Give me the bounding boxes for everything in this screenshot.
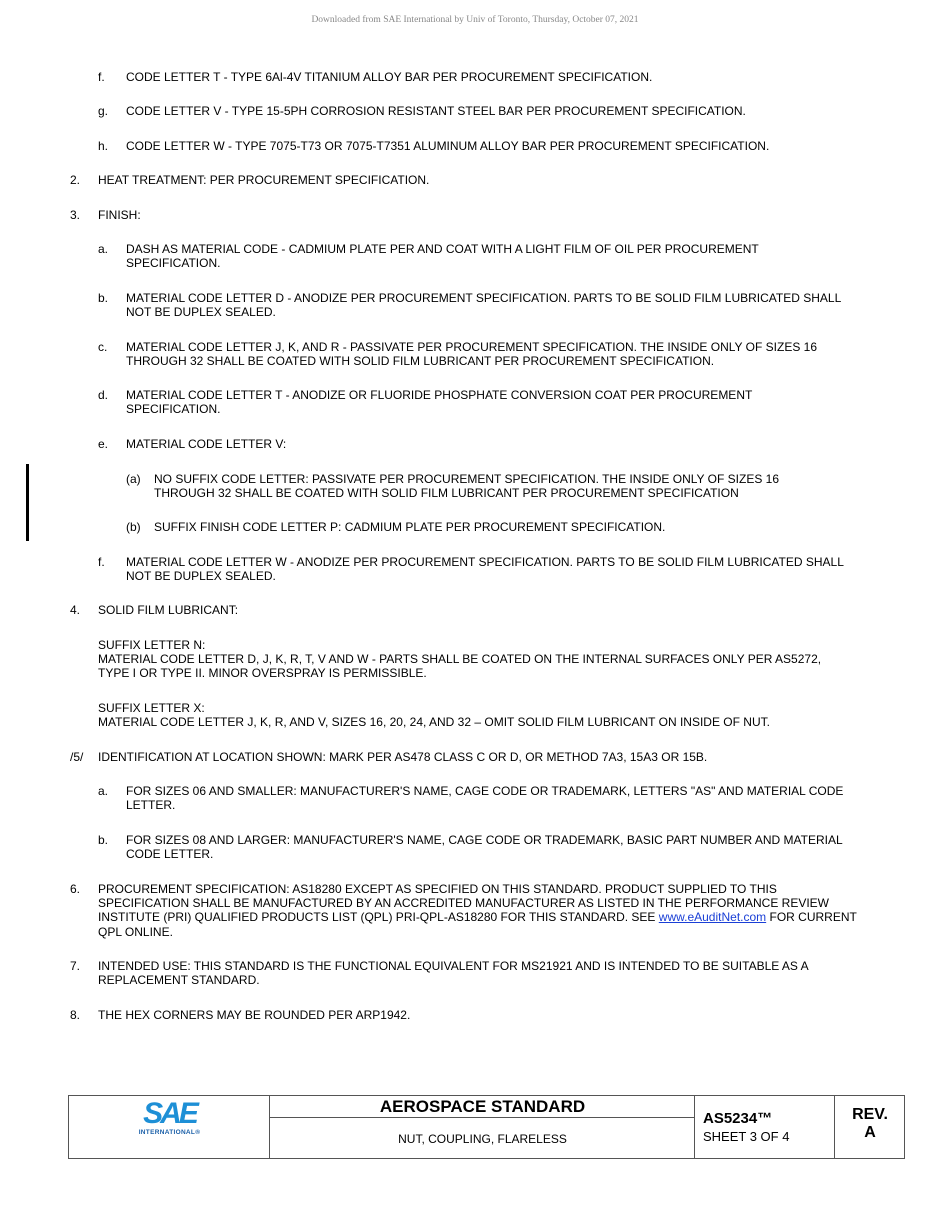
title-cell — [269, 1096, 695, 1158]
item-text-line — [98, 172, 429, 188]
line-text: MATERIAL CODE LETTER J, K, AND R - PASSIVATE PER PROCUREMENT SPECIFICATION. THE INSIDE ONLY OF SIZES 16 — [126, 340, 818, 354]
item-label: 8. — [70, 1008, 81, 1022]
item-label: (b) — [126, 520, 141, 534]
item-label: b. — [98, 291, 109, 305]
line-text: INTENDED USE: THIS STANDARD IS THE FUNCTIONAL EQUIVALENT FOR MS21921 AND IS INTENDED TO BE SUITABLE AS A — [98, 959, 809, 973]
line-text: MATERIAL CODE LETTER J, K, R, AND V, SIZES 16, 20, 24, AND 32 – OMIT SOLID FILM LUBRICANT ON INSIDE OF NUT. — [98, 715, 770, 730]
line-text: FINISH: — [98, 208, 141, 222]
standard-title: AEROSPACE STANDARD — [270, 1096, 695, 1118]
line-text: THE HEX CORNERS MAY BE ROUNDED PER ARP1942. — [98, 1008, 411, 1022]
item-label: 6. — [70, 882, 81, 896]
title-block — [68, 1095, 905, 1159]
sae-logo: SAE INTERNATIONAL® — [138, 1097, 201, 1136]
item-label: e. — [98, 437, 109, 451]
item-text-line — [126, 568, 276, 584]
item-text-line — [126, 304, 276, 320]
item-text-line — [98, 714, 770, 730]
rev-cell — [834, 1096, 905, 1158]
item-text-line — [98, 207, 141, 223]
line-text: CODE LETTER T - TYPE 6Al-4V TITANIUM ALLOY BAR PER PROCUREMENT SPECIFICATION. — [126, 70, 653, 84]
doc-cell — [694, 1096, 835, 1158]
item-text-line — [126, 241, 759, 257]
line-text: MATERIAL CODE LETTER D - ANODIZE PER PROCUREMENT SPECIFICATION. PARTS TO BE SOLID FILM LUBRICATED SHALL — [126, 291, 842, 305]
item-label: a. — [98, 242, 109, 256]
item-label: 7. — [70, 959, 81, 973]
item-label: a. — [98, 784, 109, 798]
doc-number: AS5234™ — [703, 1110, 773, 1127]
change-bar — [26, 464, 29, 541]
item-text-line — [154, 519, 665, 535]
download-notice: Downloaded from SAE International by Univ of Toronto, Thursday, October 07, 2021 — [311, 15, 639, 25]
item-text-line — [126, 138, 769, 154]
item-text-line — [98, 602, 238, 618]
item-text-line — [98, 749, 707, 765]
line-text: NO SUFFIX CODE LETTER: PASSIVATE PER PROCUREMENT SPECIFICATION. THE INSIDE ONLY OF SIZES 16 — [154, 472, 780, 486]
item-text-line — [98, 665, 427, 681]
line-text: MATERIAL CODE LETTER W - ANODIZE PER PROCUREMENT SPECIFICATION. PARTS TO BE SOLID FILM LUBRICATED SHALL — [126, 555, 844, 569]
item-text-line — [154, 485, 739, 501]
item-text-line — [126, 797, 175, 813]
line-text: SOLID FILM LUBRICANT: — [98, 603, 239, 617]
item-label: 3. — [70, 208, 81, 222]
item-label: 4. — [70, 603, 81, 617]
item-label: d. — [98, 388, 109, 402]
line-text: INSTITUTE (PRI) QUALIFIED PRODUCTS LIST (QPL) PRI-QPL-AS18280 FOR THIS STANDARD. SEE — [98, 910, 659, 925]
rev-value: A — [864, 1124, 876, 1141]
sheet-number: SHEET 3 OF 4 — [703, 1129, 790, 1144]
item-text-line — [126, 103, 746, 119]
line-text: THROUGH 32 SHALL BE COATED WITH SOLID FILM LUBRICANT PER PROCUREMENT SPECIFICATION — [154, 486, 739, 501]
line-text: SPECIFICATION. — [126, 256, 221, 271]
rev-label: REV. — [852, 1106, 888, 1123]
line-text: CODE LETTER. — [126, 847, 214, 862]
item-text-line — [126, 255, 220, 271]
line-text: MATERIAL CODE LETTER T - ANODIZE OR FLUORIDE PHOSPHATE CONVERSION COAT PER PROCUREMENT — [126, 388, 753, 402]
item-text-line — [126, 69, 652, 85]
item-label: h. — [98, 139, 109, 153]
line-text: SUFFIX LETTER X: — [98, 701, 205, 715]
line-text: SPECIFICATION SHALL BE MANUFACTURED BY AN ACCREDITED MANUFACTURER AS LISTED IN THE PERFORMANCE REVIEW — [98, 896, 830, 911]
item-label: f. — [98, 555, 105, 569]
line-text: HEAT TREATMENT: PER PROCUREMENT SPECIFICATION. — [98, 173, 430, 187]
line-text: TYPE I OR TYPE II. MINOR OVERSPRAY IS PERMISSIBLE. — [98, 666, 427, 681]
item-text-line — [126, 401, 220, 417]
line-text: MATERIAL CODE LETTER V: — [126, 437, 287, 451]
item-label: 2. — [70, 173, 81, 187]
item-label: g. — [98, 104, 109, 118]
item-text-line — [126, 783, 843, 799]
line-text: THROUGH 32 SHALL BE COATED WITH SOLID FILM LUBRICANT PER PROCUREMENT SPECIFICATION. — [126, 354, 715, 369]
line-text: SUFFIX FINISH CODE LETTER P: CADMIUM PLATE PER PROCUREMENT SPECIFICATION. — [154, 520, 666, 534]
item-text-line — [98, 1007, 410, 1023]
line-text: SUFFIX LETTER N: — [98, 638, 206, 652]
line-text: QPL ONLINE. — [98, 924, 173, 939]
line-text: SPECIFICATION. — [126, 402, 221, 417]
item-label: /5/ — [70, 750, 84, 764]
item-text-line — [126, 353, 714, 369]
item-text-line — [98, 924, 173, 940]
line-text: FOR CURRENT — [766, 910, 857, 925]
line-text: MATERIAL CODE LETTER D, J, K, R, T, V AND W - PARTS SHALL BE COATED ON THE INTERNAL SURFACES ONLY PER AS5272, — [98, 652, 822, 667]
item-text-line — [98, 972, 260, 988]
item-label: c. — [98, 340, 108, 354]
line-text: NOT BE DUPLEX SEALED. — [126, 305, 276, 320]
line-text: PROCUREMENT SPECIFICATION: AS18280 EXCEPT AS SPECIFIED ON THIS STANDARD. PRODUCT SUPPLIED TO THIS — [98, 882, 777, 896]
item-label: b. — [98, 833, 109, 847]
item-label: (a) — [126, 472, 141, 486]
line-text: NOT BE DUPLEX SEALED. — [126, 569, 276, 584]
line-text: IDENTIFICATION AT LOCATION SHOWN: MARK PER AS478 CLASS C OR D, OR METHOD 7A3, 15A3 OR 15B. — [98, 750, 708, 764]
part-name: NUT, COUPLING, FLARELESS — [398, 1132, 567, 1146]
item-label: f. — [98, 70, 105, 84]
line-text: CODE LETTER V - TYPE 15-5PH CORROSION RESISTANT STEEL BAR PER PROCUREMENT SPECIFICATION. — [126, 104, 746, 118]
line-text: LETTER. — [126, 798, 176, 813]
line-text: CODE LETTER W - TYPE 7075-T73 OR 7075-T7351 ALUMINUM ALLOY BAR PER PROCUREMENT SPECIFICATION. — [126, 139, 770, 153]
item-text-line — [126, 846, 213, 862]
line-text: REPLACEMENT STANDARD. — [98, 973, 260, 988]
line-text: FOR SIZES 08 AND LARGER: MANUFACTURER'S NAME, CAGE CODE OR TRADEMARK, BASIC PART NUMBER AND MATERIAL — [126, 833, 843, 847]
eauditnet-link[interactable]: www.eAuditNet.com — [658, 910, 767, 925]
item-text-line — [126, 832, 843, 848]
item-text-line — [98, 909, 857, 925]
line-text: DASH AS MATERIAL CODE - CADMIUM PLATE PER AND COAT WITH A LIGHT FILM OF OIL PER PROCUREMENT — [126, 242, 759, 256]
item-text-line — [126, 436, 286, 452]
line-text: FOR SIZES 06 AND SMALLER: MANUFACTURER'S NAME, CAGE CODE OR TRADEMARK, LETTERS "AS" AND MATERIAL CODE — [126, 784, 844, 798]
